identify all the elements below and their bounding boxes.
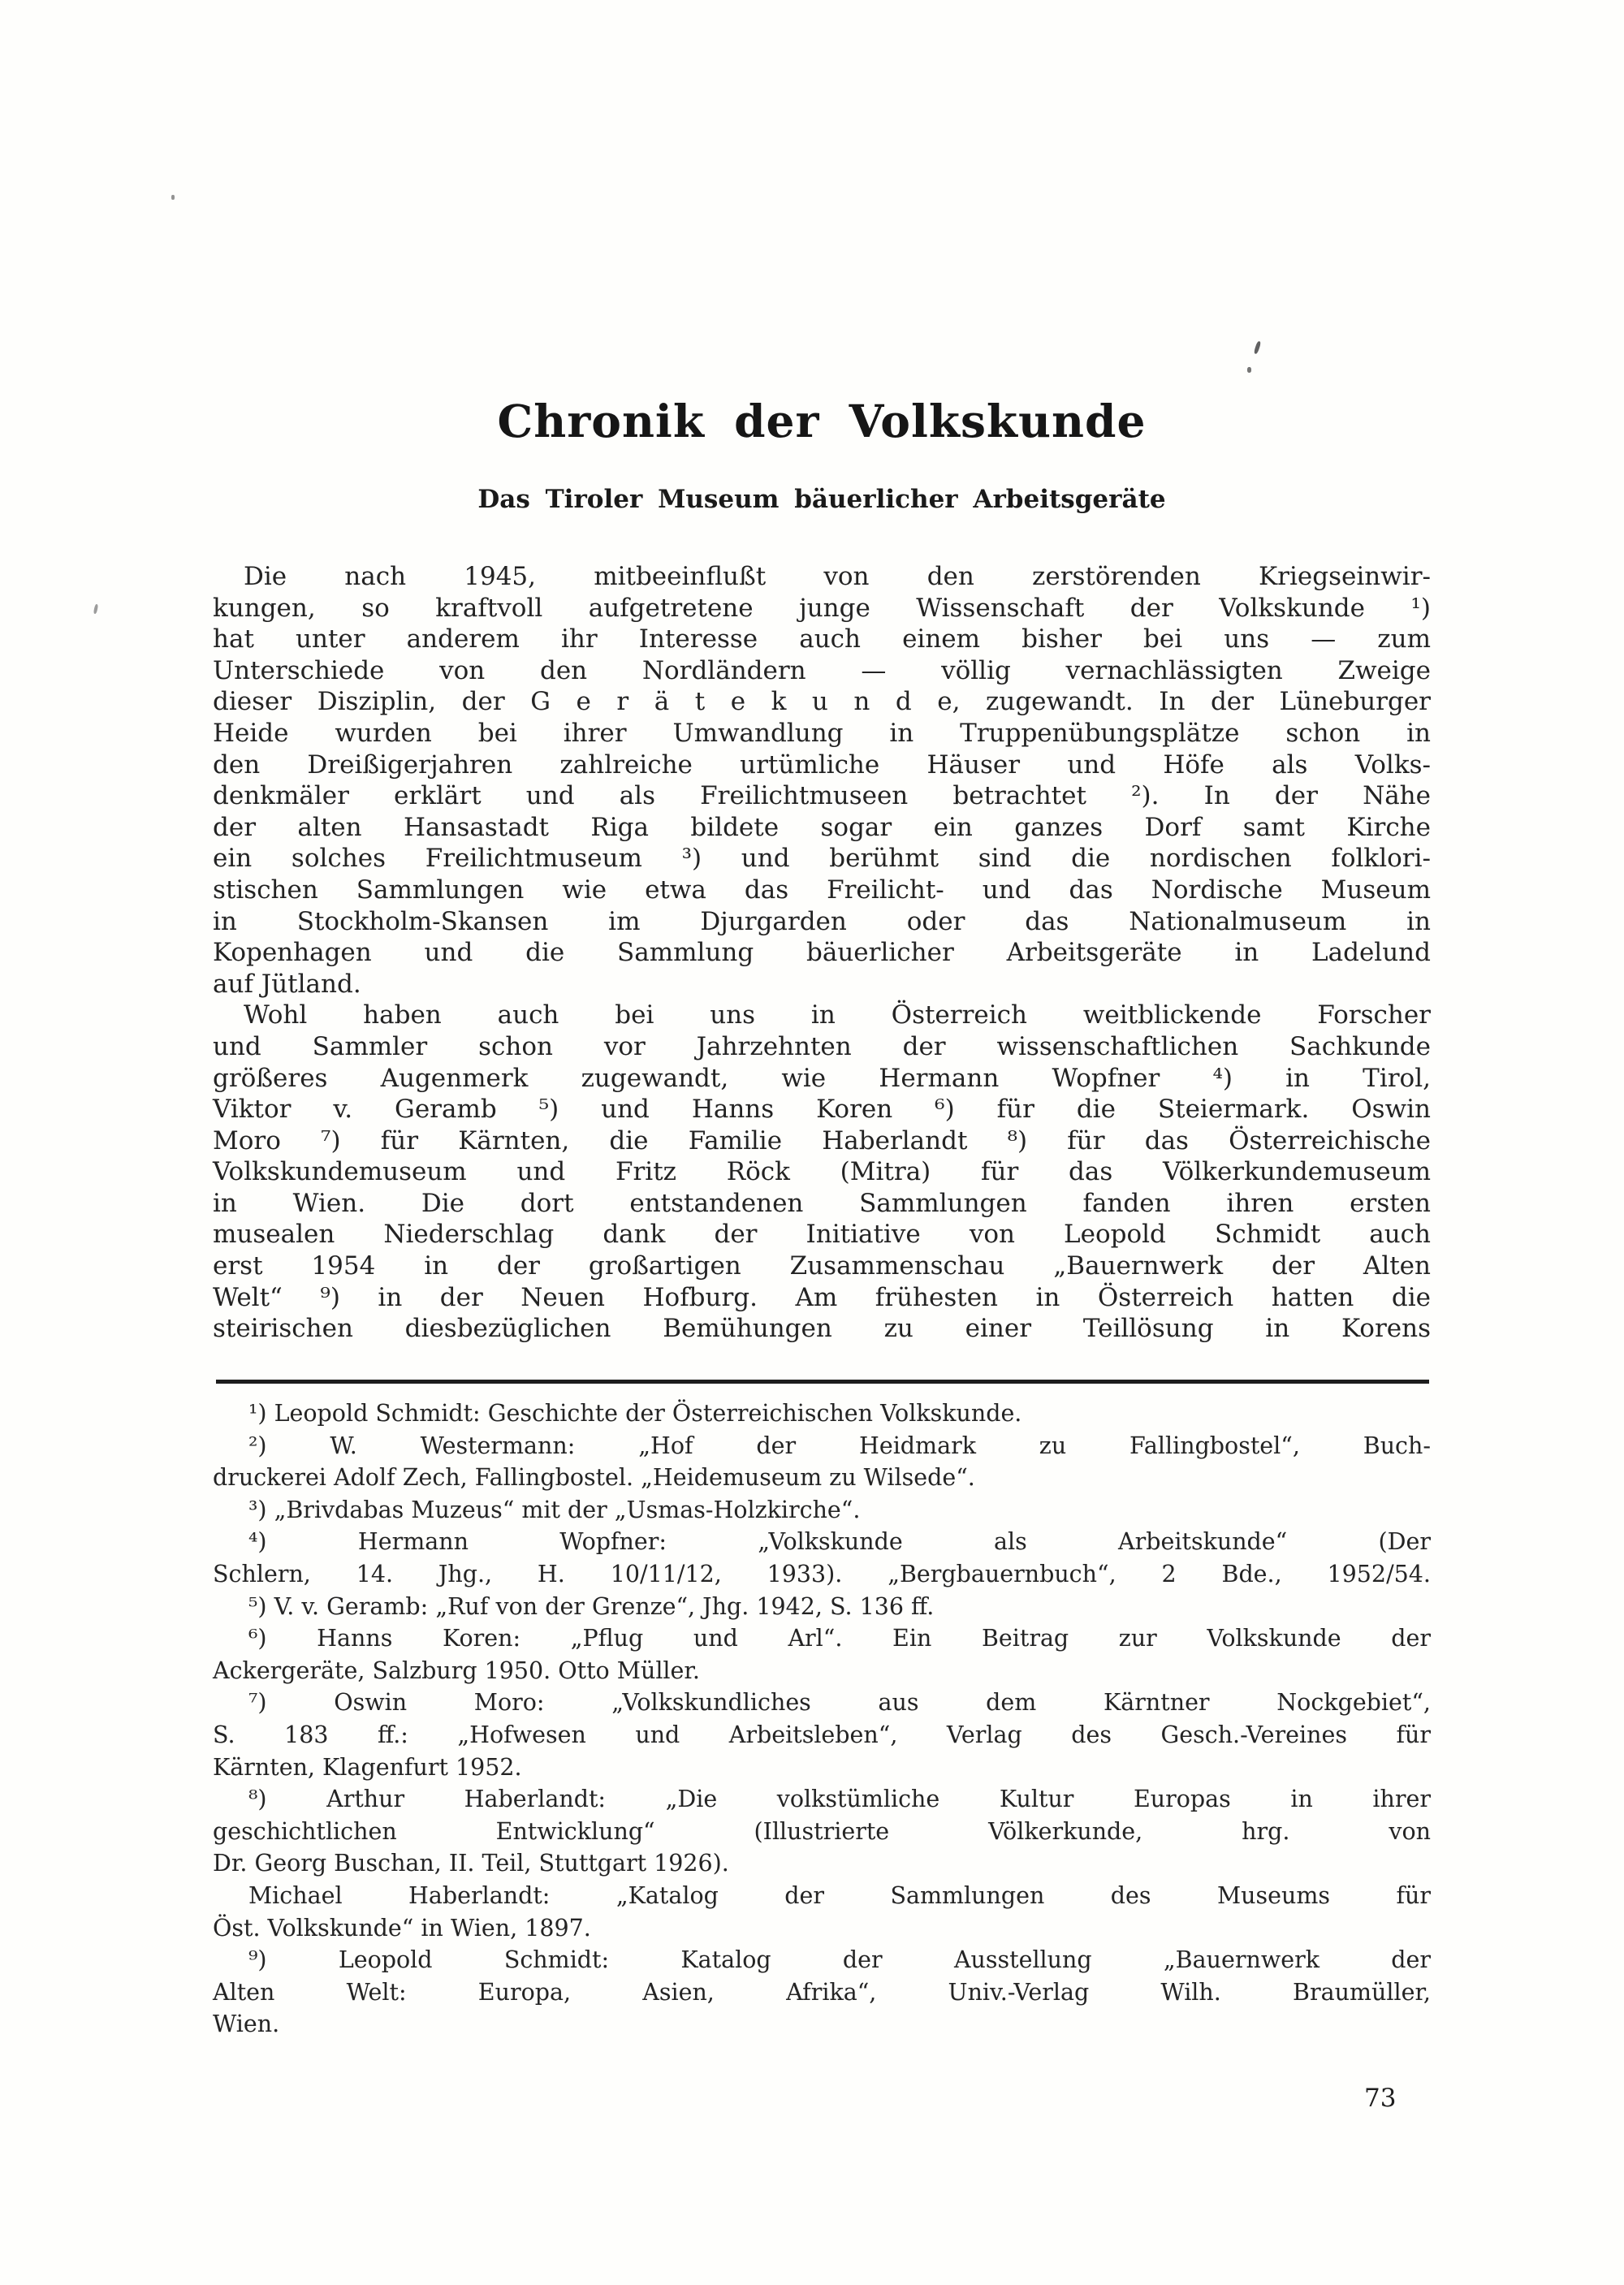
- body-line: Unterschiede von den Nordländern — völlig vernachlässigten Zweige: [213, 655, 1431, 685]
- footnote-line: druckerei Adolf Zech, Fallingbostel. „Heidemuseum zu Wilsede“.: [213, 1464, 975, 1492]
- footnote-line: ⁶) Hanns Koren: „Pflug und Arl“. Ein Beitrag zur Volkskunde der: [248, 1625, 1431, 1652]
- footnote-line: Alten Welt: Europa, Asien, Afrika“, Univ.-Verlag Wilh. Braumüller,: [213, 1978, 1431, 2006]
- body-line: Wohl haben auch bei uns in Österreich weitblickende Forscher: [244, 1000, 1431, 1030]
- footnote-line: ³) „Brivdabas Muzeus“ mit der „Usmas-Holzkirche“.: [248, 1496, 861, 1523]
- footnote-line: ²) W. Westermann: „Hof der Heidmark zu Fallingbostel“, Buch-: [248, 1432, 1431, 1459]
- scan-artifact: [1254, 341, 1262, 355]
- body-line: Heide wurden bei ihrer Umwandlung in Truppenübungsplätze schon in: [213, 718, 1431, 748]
- body-line: dieser Disziplin, der G e r ä t e k u n d e, zugewandt. In der Lüneburger: [213, 687, 1431, 717]
- body-line: Volkskundemuseum und Fritz Röck (Mitra) für das Völkerkundemuseum: [213, 1157, 1431, 1187]
- body-line: der alten Hansastadt Riga bildete sogar ein ganzes Dorf samt Kirche: [213, 812, 1431, 842]
- body-line: auf Jütland.: [213, 969, 361, 999]
- body-line: und Sammler schon vor Jahrzehnten der wissenschaftlichen Sachkunde: [213, 1031, 1431, 1061]
- body-line: kungen, so kraftvoll aufgetretene junge Wissenschaft der Volkskunde ¹): [213, 593, 1431, 623]
- footnotes: [213, 1397, 1431, 2041]
- body-line: erst 1954 in der großartigen Zusammenschau „Bauernwerk der Alten: [213, 1251, 1431, 1281]
- footnote-line: S. 183 ff.: „Hofwesen und Arbeitsleben“, Verlag des Gesch.-Vereines für: [213, 1721, 1431, 1748]
- footnote-line: ⁴) Hermann Wopfner: „Volkskunde als Arbeitskunde“ (Der: [248, 1528, 1431, 1556]
- scan-artifact: [93, 604, 98, 615]
- paragraph-2: [213, 1000, 1431, 1345]
- body-line: Viktor v. Geramb ⁵) und Hanns Koren ⁶) für die Steiermark. Oswin: [213, 1095, 1431, 1125]
- footnote-line: Michael Haberlandt: „Katalog der Sammlungen des Museums für: [248, 1881, 1431, 1909]
- footnote-line: Öst. Volkskunde“ in Wien, 1897.: [213, 1914, 591, 1942]
- body-line: stischen Sammlungen wie etwa das Freilicht- und das Nordische Museum: [213, 875, 1431, 905]
- body-line: hat unter anderem ihr Interesse auch einem bisher bei uns — zum: [213, 624, 1431, 654]
- body-line: steirischen diesbezüglichen Bemühungen zu einer Teillösung in Korens: [213, 1314, 1431, 1344]
- scan-artifact: [1247, 367, 1251, 373]
- footnote-line: ¹) Leopold Schmidt: Geschichte der Österreichischen Volkskunde.: [248, 1400, 1022, 1427]
- body-line: Kopenhagen und die Sammlung bäuerlicher Arbeitsgeräte in Ladelund: [213, 938, 1431, 968]
- body-line: musealen Niederschlag dank der Initiative von Leopold Schmidt auch: [213, 1220, 1431, 1250]
- footnote-line: ⁸) Arthur Haberlandt: „Die volkstümliche Kultur Europas in ihrer: [248, 1786, 1431, 1813]
- body-line: Welt“ ⁹) in der Neuen Hofburg. Am frühesten in Österreich hatten die: [213, 1282, 1431, 1312]
- body-text: [213, 561, 1431, 1345]
- body-line: ein solches Freilichtmuseum ³) und berühmt sind die nordischen folklori-: [213, 844, 1431, 874]
- scan-artifact: [171, 195, 175, 200]
- footnote-line: ⁵) V. v. Geramb: „Ruf von der Grenze“, Jhg. 1942, S. 136 ff.: [248, 1592, 935, 1620]
- paragraph-1: [213, 561, 1431, 1000]
- page-subtitle: Das Tiroler Museum bäuerlicher Arbeitsgeräte: [477, 485, 1166, 514]
- footnote-line: ⁹) Leopold Schmidt: Katalog der Ausstellung „Bauernwerk der: [248, 1946, 1431, 1974]
- footnote-line: Wien.: [213, 2011, 280, 2038]
- body-line: Moro ⁷) für Kärnten, die Familie Haberlandt ⁸) für das Österreichische: [213, 1125, 1431, 1155]
- page-title: Chronik der Volkskunde: [497, 395, 1147, 447]
- footnote-line: Ackergeräte, Salzburg 1950. Otto Müller.: [213, 1657, 700, 1684]
- footnote-line: Schlern, 14. Jhg., H. 10/11/12, 1933). „Bergbauernbuch“, 2 Bde., 1952/54.: [213, 1560, 1431, 1587]
- body-line: denkmäler erklärt und als Freilichtmuseen betrachtet ²). In der Nähe: [213, 781, 1431, 811]
- footnote-line: Kärnten, Klagenfurt 1952.: [213, 1753, 522, 1781]
- page-number: 73: [1364, 2084, 1397, 2113]
- footnote-divider: [216, 1380, 1429, 1384]
- body-line: den Dreißigerjahren zahlreiche urtümliche Häuser und Höfe als Volks-: [213, 749, 1431, 780]
- body-line: Die nach 1945, mitbeeinflußt von den zerstörenden Kriegseinwir-: [244, 562, 1431, 591]
- body-line: in Stockholm-Skansen im Djurgarden oder das Nationalmuseum in: [213, 906, 1431, 936]
- footnote-line: ⁷) Oswin Moro: „Volkskundliches aus dem Kärntner Nockgebiet“,: [248, 1689, 1431, 1717]
- footnote-line: geschichtlichen Entwicklung“ (Illustrierte Völkerkunde, hrg. von: [213, 1817, 1431, 1845]
- body-line: in Wien. Die dort entstandenen Sammlungen fanden ihren ersten: [213, 1188, 1431, 1218]
- body-line: größeres Augenmerk zugewandt, wie Hermann Wopfner ⁴) in Tirol,: [213, 1063, 1431, 1093]
- footnote-line: Dr. Georg Buschan, II. Teil, Stuttgart 1926).: [213, 1850, 729, 1877]
